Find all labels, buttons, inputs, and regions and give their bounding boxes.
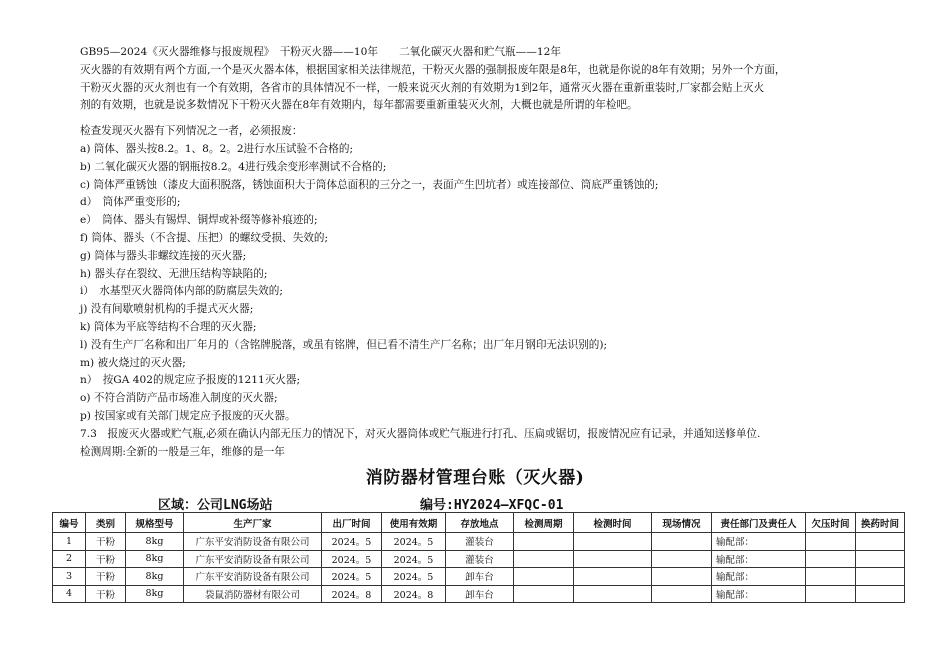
scrap-item: m) 被火烧过的灭火器; [80,356,186,369]
table-cell: 2024。5 [382,550,446,568]
column-header: 换药时间 [856,513,905,533]
table-cell: 1 [53,533,86,551]
scrap-item: l) 没有生产厂名称和出厂年月的（含铭牌脱落，或虽有铭牌，但已看不清生产厂名称；出厂年月钢印无法识别的); [80,338,608,351]
scrap-item: j) 没有间歇喷射机构的手提式灭火器; [80,303,254,316]
scrap-item: c) 筒体严重锈蚀（漆皮大面积脱落，锈蚀面积大于筒体总面积的三分之一，表面产生凹坑者）或连接部位、筒底严重锈蚀的; [80,178,659,191]
table-cell: 广东平安消防设备有限公司 [184,533,322,551]
column-header: 编号 [53,513,86,533]
table-cell [856,585,905,603]
table-cell: 干粉 [86,585,126,603]
table-cell [856,568,905,586]
intro-line: 灭火器的有效期有两个方面,一个是灭火器本体，根据国家相关法律规范，干粉灭火器的强制报废年限是8年，也就是你说的8年有效期；另外一个方面， [80,63,786,76]
table-cell [652,533,712,551]
column-header: 出厂时间 [322,513,382,533]
table-cell: 2024。5 [322,533,382,551]
ledger-table [52,512,905,603]
table-cell [514,550,574,568]
scrap-item: f) 筒体、器头（不含提、压把）的螺纹受损、失效的; [80,231,329,244]
column-header: 检测周期 [514,513,574,533]
scrap-item: a) 筒体、器头按8.2。1、8。2。2进行水压试验不合格的; [80,142,354,155]
table-cell [856,550,905,568]
table-cell: 2024。5 [322,550,382,568]
table-row [53,550,905,568]
table-cell: 卸车台 [446,585,514,603]
table-row [53,533,905,551]
table-cell: 2024。5 [322,568,382,586]
table-cell: 输配部： [712,585,806,603]
ledger-region: 区域：公司LNG场站 [158,498,273,513]
ledger-number: 编号:HY2024—XFQC-01 [420,498,564,513]
table-cell: 2024。5 [382,568,446,586]
table-cell: 8kg [126,568,184,586]
table-cell: 输配部： [712,533,806,551]
table-cell [806,585,856,603]
table-cell: 袋鼠消防器材有限公司 [184,585,322,603]
table-cell: 4 [53,585,86,603]
table-cell [574,585,652,603]
table-row [53,568,905,586]
column-header: 检测时间 [574,513,652,533]
table-cell: 8kg [126,533,184,551]
column-header: 规格型号 [126,513,184,533]
table-cell: 2024。5 [382,533,446,551]
column-header: 生产厂家 [184,513,322,533]
scrap-item: p) 按国家或有关部门规定应予报废的灭火器。 [80,409,296,422]
table-cell [806,550,856,568]
table-cell: 3 [53,568,86,586]
scrap-intro: 检查发现灭火器有下列情况之一者，必须报废： [80,125,303,138]
table-cell: 2024。8 [382,585,446,603]
ledger-title: 消防器材管理台账（灭火器) [365,468,585,488]
scrap-item: g) 筒体与器头非螺纹连接的灭火器; [80,249,247,262]
scrap-item: h) 器头存在裂纹、无泄压结构等缺陷的; [80,267,268,280]
column-header: 使用有效期 [382,513,446,533]
inspection-cycle: 检测周期:全新的一般是三年，维修的是一年 [80,445,285,458]
table-cell: 2 [53,550,86,568]
table-cell: 灌装台 [446,533,514,551]
paragraph-gap [80,115,900,123]
column-header: 欠压时间 [806,513,856,533]
table-cell [806,533,856,551]
table-cell [652,568,712,586]
intro-line: 剂的有效期，也就是说多数情况下干粉灭火器在8年有效期内，每年都需要重新重装灭火剂，大概也就是所谓的年检吧。 [80,99,638,112]
table-cell: 广东平安消防设备有限公司 [184,550,322,568]
scrap-item: d） 筒体严重变形的; [80,196,181,209]
table-cell [652,585,712,603]
table-cell: 输配部： [712,550,806,568]
table-cell: 8kg [126,585,184,603]
table-cell: 8kg [126,550,184,568]
column-header: 存放地点 [446,513,514,533]
standard-header-line: GB95—2024《灭火器维修与报废规程》 干粉灭火器——10年 二氧化碳灭火器和贮气瓶——12年 [80,46,561,58]
table-cell [574,533,652,551]
table-cell: 卸车台 [446,568,514,586]
table-cell [574,568,652,586]
scrap-item: b) 二氧化碳灭火器的钢瓶按8.2。4进行残余变形率测试不合格的; [80,160,387,173]
table-cell [574,550,652,568]
table-row [53,585,905,603]
table-cell: 干粉 [86,568,126,586]
table-cell: 灌装台 [446,550,514,568]
table-cell: 2024。8 [322,585,382,603]
table-header-row [53,513,905,533]
table-cell [514,533,574,551]
scrap-item: k) 筒体为平底等结构不合理的灭火器; [80,320,257,333]
clause-7-3: 7.3 报废灭火器或贮气瓶,必须在确认内部无压力的情况下，对灭火器筒体或贮气瓶进行打孔、压扁或锯切，报废情况应有记录，并通知送修单位. [80,427,761,440]
column-header: 现场情况 [652,513,712,533]
table-cell [806,568,856,586]
intro-line: 干粉灭火器的灭火剂也有一个有效期，各省市的具体情况不一样，一般来说灭火剂的有效期为1到2年，通常灭火器在重新重装时,厂家都会贴上灭火 [80,81,765,94]
scrap-item: o) 不符合消防产品市场准入制度的灭火器; [80,392,278,405]
scrap-item: i） 水基型灭火器筒体内部的防腐层失效的; [80,285,283,298]
column-header: 类别 [86,513,126,533]
scrap-item: n） 按GA 402的规定应予报废的1211灭火器; [80,374,301,387]
table-cell: 广东平安消防设备有限公司 [184,568,322,586]
column-header: 责任部门及责任人 [712,513,806,533]
table-cell [652,550,712,568]
table-cell [856,533,905,551]
table-cell: 输配部： [712,568,806,586]
table-cell: 干粉 [86,533,126,551]
scrap-item: e） 筒体、器头有锡焊、铜焊或补缀等修补痕迹的; [80,214,318,227]
regulation-text [80,44,900,461]
table-cell [514,585,574,603]
table-cell: 干粉 [86,550,126,568]
table-cell [514,568,574,586]
